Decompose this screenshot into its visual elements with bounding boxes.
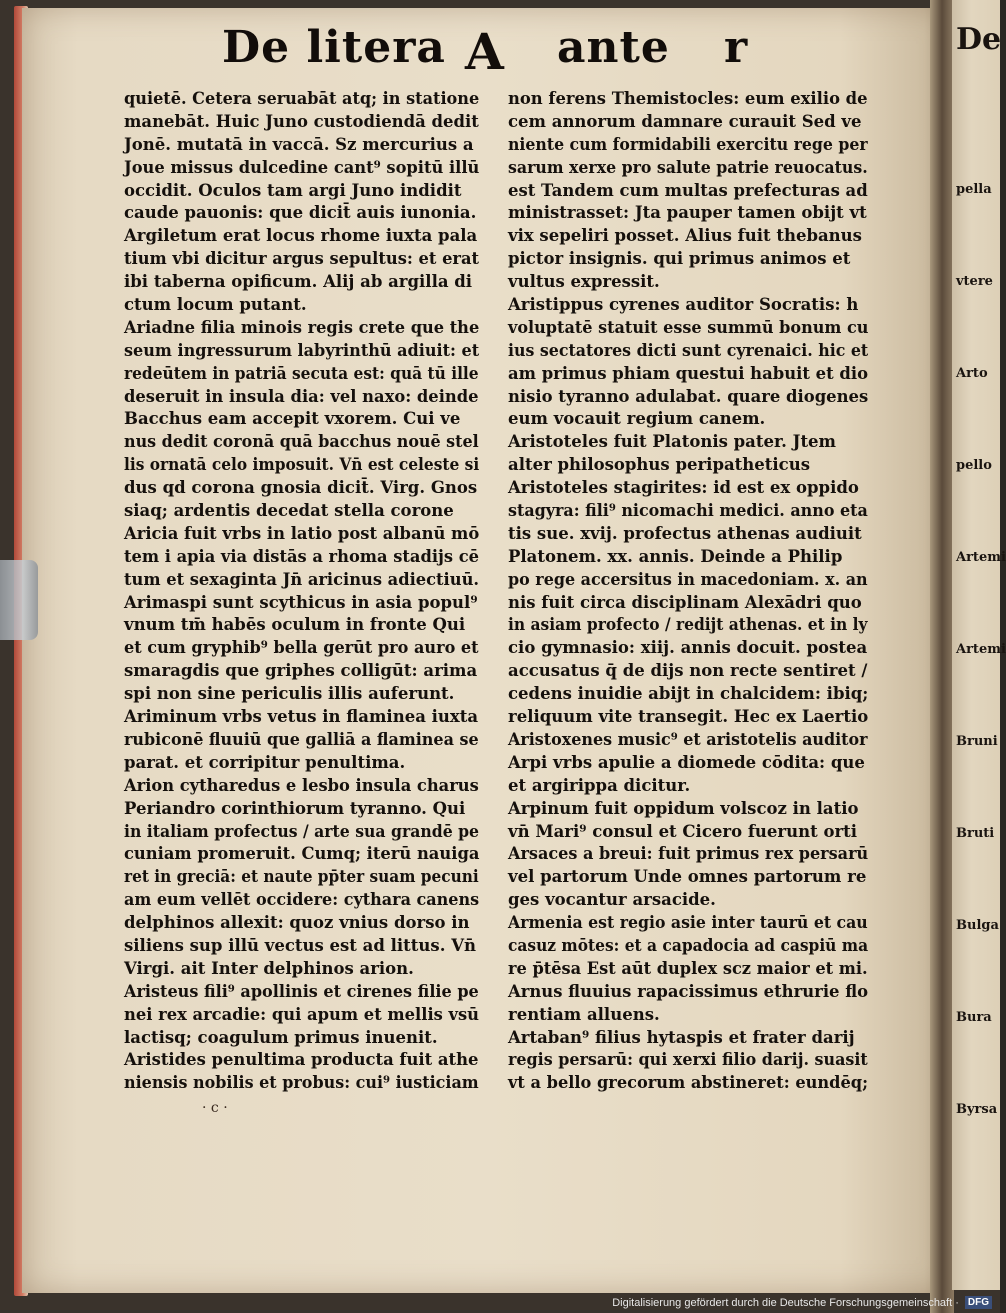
text-line: Jonē. mutatā in vaccā. Sz mercurius a bbox=[124, 134, 474, 154]
text-line: niente cum formidabili exercitu rege per bbox=[508, 134, 868, 154]
text-line: stagyra: fili⁹ nicomachi medici. anno eta bbox=[508, 501, 868, 521]
text-line: lis ornatā celo imposuit. Vn̄ est celeste si bbox=[124, 455, 480, 475]
text-line: vel partorum Unde omnes partorum re bbox=[508, 867, 867, 887]
facing-page-fragment: pella bbox=[956, 182, 992, 197]
text-line: et cum gryphib⁹ bella gerūt pro auro et bbox=[124, 638, 479, 658]
text-line: Argiletum erat locus rhome iuxta pala bbox=[124, 226, 478, 246]
text-line: rubiconē fluuiū que galliā a flaminea se bbox=[124, 729, 479, 749]
text-line: nei rex arcadie: qui apum et mellis vsū bbox=[124, 1004, 480, 1024]
header-letter: A bbox=[465, 22, 505, 81]
text-line: Joue missus dulcedine cant⁹ sopitū illū bbox=[124, 157, 480, 177]
facing-page-fragment: Artemi bbox=[956, 550, 1006, 565]
text-line: sarum xerxe pro salute patrie reuocatus. bbox=[508, 157, 868, 177]
text-line: siliens sup illū vectus est ad littus. Vn̄ bbox=[124, 935, 476, 955]
text-line: lactisq; coagulum primus inuenit. bbox=[124, 1027, 438, 1047]
text-line: ctum locum putant. bbox=[124, 295, 307, 315]
text-line: reliquum vite transegit. Hec ex Laertio bbox=[508, 707, 869, 727]
text-line: re p̄tēsa Est aūt duplex scz maior et mi. bbox=[508, 958, 868, 978]
text-line: casuz mōtes: et a capadocia ad caspiū ma bbox=[508, 935, 869, 955]
text-line: Periandro corinthiorum tyranno. Qui bbox=[124, 798, 466, 818]
text-line: Artaban⁹ filius hytaspis et frater darij bbox=[508, 1027, 855, 1047]
text-line: Aristoteles fuit Platonis pater. Jtem bbox=[508, 432, 837, 452]
right-text-column bbox=[508, 88, 868, 1095]
facing-page-fragment: Bruti bbox=[956, 826, 995, 841]
text-line: ministrasset: Jta pauper tamen obijt vt bbox=[508, 203, 867, 223]
text-line: niensis nobilis et probus: cui⁹ iusticiam bbox=[124, 1073, 479, 1093]
text-line: in asiam profecto / redijt athenas. et in ly bbox=[508, 615, 868, 635]
text-line: Arimaspi sunt scythicus in asia popul⁹ bbox=[124, 592, 478, 612]
text-line: vultus expressit. bbox=[508, 272, 660, 292]
text-line: seum ingressurum labyrinthū adiuit: et bbox=[124, 340, 480, 360]
text-line: voluptatē statuit esse summū bonum cu bbox=[508, 317, 869, 337]
text-line: rentiam alluens. bbox=[508, 1004, 660, 1024]
text-line: manebāt. Huic Juno custodiendā dedit bbox=[124, 111, 479, 131]
facing-page-fragment: pello bbox=[956, 458, 992, 473]
header-ante: ante bbox=[557, 22, 670, 73]
text-line: quietē. Cetera seruabāt atq; in statione bbox=[124, 89, 480, 108]
facing-page-fragment: vtere bbox=[956, 274, 993, 289]
text-line: Aristoxenes music⁹ et aristotelis auditor bbox=[508, 729, 868, 749]
facing-page-edge bbox=[952, 0, 1006, 1290]
text-line: ret in greciā: et naute pp̄ter suam pecuni bbox=[124, 867, 479, 887]
text-line: cedens inuidie abijt in chalcidem: ibiq; bbox=[508, 684, 869, 704]
text-line: delphinos allexit: quoz vnius dorso in bbox=[124, 913, 470, 933]
text-line: spi non sine periculis illis auferunt. bbox=[124, 684, 455, 704]
text-line: cem annorum damnare curauit Sed ve bbox=[508, 111, 862, 131]
text-line: Ariminum vrbs vetus in flaminea iuxta bbox=[124, 707, 479, 727]
text-line: caude pauonis: que dicit̄ auis iunonia. bbox=[124, 203, 477, 223]
text-line: Armenia est regio asie inter taurū et cau bbox=[508, 913, 868, 933]
text-line: nus dedit coronā quā bacchus nouē stel bbox=[124, 432, 479, 452]
text-line: tem i apia via distās a rhoma stadijs cē bbox=[124, 546, 479, 566]
text-line: Aristippus cyrenes auditor Socratis: h bbox=[508, 295, 859, 315]
text-line: Aristeus fili⁹ apollinis et cirenes filie pe bbox=[124, 981, 479, 1001]
facing-page-fragment: Arto bbox=[956, 366, 988, 381]
text-line: dus qd corona gnosia dicit̄. Virg. Gnos bbox=[124, 478, 478, 498]
text-line: vn̄ Mari⁹ consul et Cicero fuerunt orti bbox=[508, 821, 858, 841]
text-line: vt a bello grecorum abstineret: eundēq; bbox=[508, 1073, 869, 1093]
text-line: eum vocauit regium canem. bbox=[508, 409, 766, 429]
facing-page-fragment: Bura bbox=[956, 1010, 992, 1025]
text-line: am primus phiam questui habuit et dio bbox=[508, 363, 869, 383]
text-line: et argirippa dicitur. bbox=[508, 775, 691, 795]
dfg-logo: DFG bbox=[965, 1296, 992, 1309]
text-line: redeūtem in patriā secuta est: quā tū ille bbox=[124, 363, 479, 383]
text-line: ges vocantur arsacide. bbox=[508, 890, 716, 910]
facing-page-fragment: De bbox=[956, 22, 1002, 57]
text-line: ius sectatores dicti sunt cyrenaici. hic et bbox=[508, 340, 869, 360]
text-line: cio gymnasio: xiij. annis docuit. postea bbox=[508, 638, 868, 658]
text-line: am eum vellēt occidere: cythara canens bbox=[124, 890, 480, 910]
text-line: tium vbi dicitur argus sepultus: et erat bbox=[124, 249, 480, 269]
footer bbox=[612, 1296, 992, 1309]
text-line: po rege accersitus in macedoniam. x. an bbox=[508, 569, 868, 589]
text-line: vnum tm̄ habēs oculum in fronte Qui bbox=[124, 615, 466, 635]
running-header bbox=[172, 22, 792, 94]
book-gutter bbox=[930, 0, 954, 1313]
left-text-column bbox=[124, 88, 479, 1095]
facing-page-fragment: Bruni bbox=[956, 734, 998, 749]
text-line: non ferens Themistocles: eum exilio de bbox=[508, 89, 868, 108]
text-line: smaragdis que griphes colligūt: arima bbox=[124, 661, 478, 681]
text-line: est Tandem cum multas prefecturas ad bbox=[508, 180, 868, 200]
text-line: in italiam profectus / arte sua grandē pe bbox=[124, 821, 480, 841]
text-line: alter philosophus peripatheticus bbox=[508, 455, 811, 475]
text-line: pictor insignis. qui primus animos et bbox=[508, 249, 851, 269]
text-line: cuniam promeruit. Cumq; iterū nauiga bbox=[124, 844, 480, 864]
book-clip bbox=[0, 560, 38, 640]
text-line: nis fuit circa disciplinam Alexādri quo bbox=[508, 592, 862, 612]
text-line: tis sue. xvij. profectus athenas audiuit bbox=[508, 523, 862, 543]
header-signature: r bbox=[724, 22, 749, 73]
header-de-litera: De litera bbox=[222, 22, 446, 73]
text-line: nisio tyranno adulabat. quare diogenes bbox=[508, 386, 869, 406]
text-line: Bacchus eam accepit vxorem. Cui ve bbox=[124, 409, 461, 429]
text-line: parat. et corripitur penultima. bbox=[124, 752, 406, 772]
text-line: tum et sexaginta Jn̄ aricinus adiectiuū. bbox=[124, 569, 480, 589]
text-line: Aristoteles stagirites: id est ex oppido bbox=[508, 478, 859, 498]
text-line: Arpi vrbs apulie a diomede cōdita: que bbox=[508, 752, 865, 772]
text-line: Aristides penultima producta fuit athe bbox=[124, 1050, 479, 1070]
facing-page-fragment: Artemi bbox=[956, 642, 1006, 657]
text-line: deseruit in insula dia: vel naxo: deinde bbox=[124, 386, 479, 406]
text-line: Arnus fluuius rapacissimus ethrurie flo bbox=[508, 981, 869, 1001]
text-line: Ariadne filia minois regis crete que the bbox=[124, 317, 480, 337]
text-line: accusatus q̄ de dijs non recte sentiret / bbox=[508, 661, 868, 681]
text-line: ibi taberna opificum. Alij ab argilla di bbox=[124, 272, 473, 292]
text-line: regis persarū: qui xerxi filio darij. suasit bbox=[508, 1050, 868, 1070]
facing-page-fragment: Bulga bbox=[956, 918, 999, 933]
text-line: siaq; ardentis decedat stella corone bbox=[124, 501, 454, 521]
facing-page-fragment: Byrsa bbox=[956, 1102, 998, 1117]
page-mark: · c · bbox=[202, 1100, 228, 1116]
text-line: Arsaces a breui: fuit primus rex persarū bbox=[508, 844, 869, 864]
text-line: Platonem. xx. annis. Deinde a Philip bbox=[508, 546, 843, 566]
text-line: Arion cytharedus e lesbo insula charus bbox=[124, 775, 479, 795]
text-line: Virgi. ait Inter delphinos arion. bbox=[124, 958, 414, 978]
footer-text: Digitalisierung gefördert durch die Deutsche Forschungsgemeinschaft · bbox=[612, 1296, 959, 1309]
text-line: Arpinum fuit oppidum volscoz in latio bbox=[508, 798, 859, 818]
text-line: occidit. Oculos tam argi Juno indidit bbox=[124, 180, 462, 200]
text-line: vix sepeliri posset. Alius fuit thebanus bbox=[508, 226, 862, 246]
text-line: Aricia fuit vrbs in latio post albanū mō bbox=[124, 523, 480, 543]
